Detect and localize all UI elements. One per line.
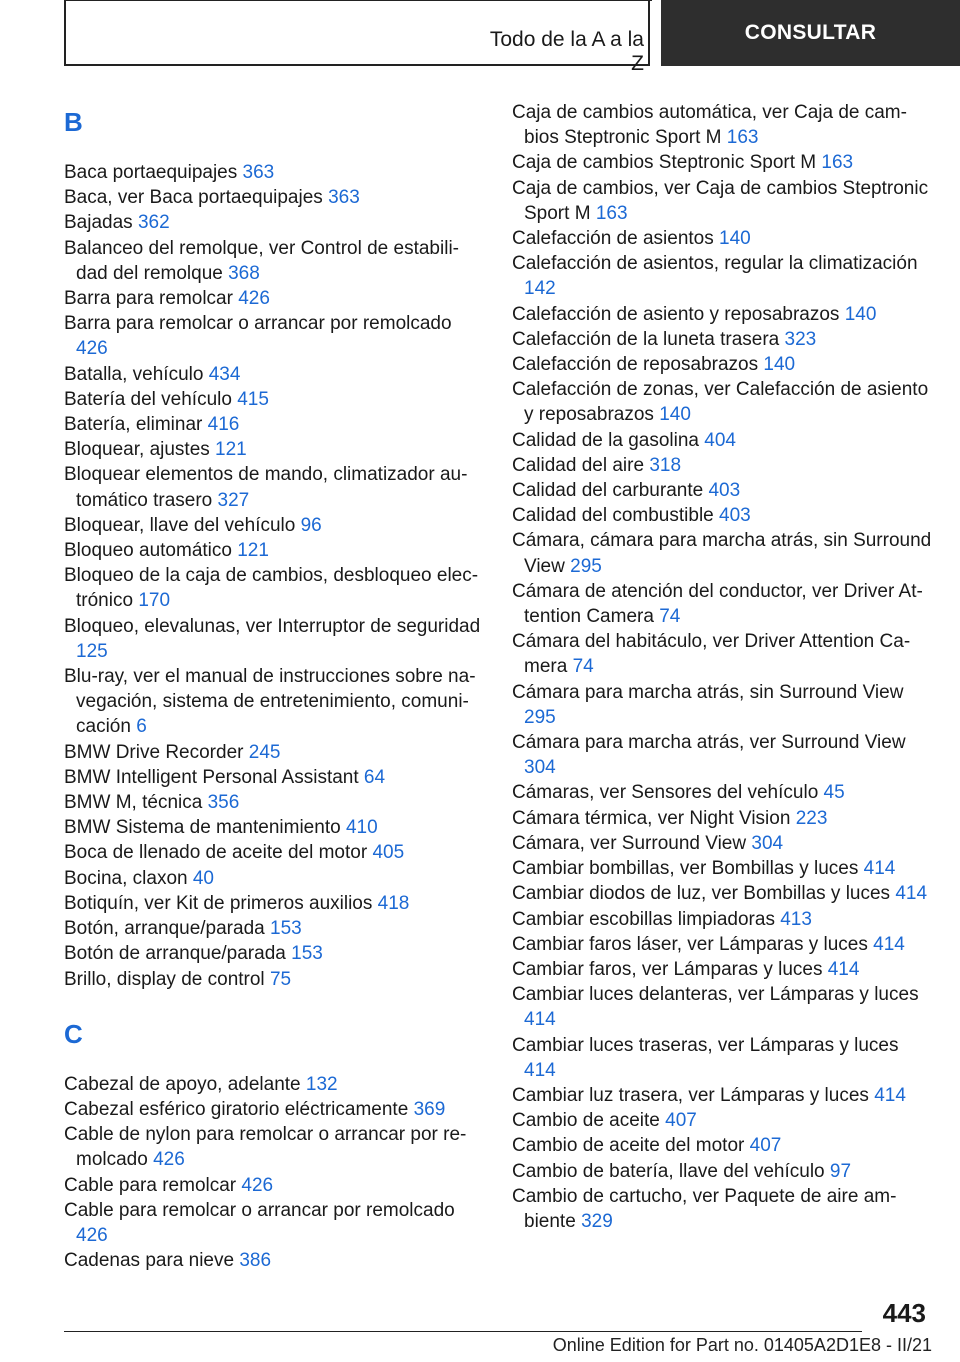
page-link[interactable]: 74 [572, 656, 594, 678]
index-entry [512, 226, 932, 251]
header-top-rule [64, 0, 652, 1]
index-entry-text: Cadenas para nieve [64, 1250, 235, 1272]
index-entry [512, 1159, 932, 1184]
page-link[interactable]: 40 [192, 867, 214, 889]
index-entry-text: Baca portaequipajes [64, 162, 238, 183]
index-entry [64, 614, 484, 664]
index-entry [64, 790, 484, 815]
index-entry [512, 1083, 932, 1108]
index-entry [64, 160, 484, 185]
page-link[interactable]: 323 [784, 328, 817, 350]
index-entry-text: Calefacción de asientos [512, 228, 714, 250]
index-entry [64, 815, 484, 840]
index-entry [64, 1097, 484, 1122]
index-entry-text: Calidad del aire [512, 454, 645, 476]
index-entry-text: Cámara del habitáculo, ver Driver Attention Camera [512, 631, 911, 678]
index-entry-text: Bloquear, llave del vehículo [64, 514, 296, 536]
index-entry-text: Cámara térmica, ver Night Vision [512, 807, 791, 829]
index-entry-text: Calefacción de zonas, ver Calefacción de asiento y reposabrazos [512, 379, 929, 426]
index-entry-text: Cámara para marcha atrás, sin Surround View [512, 681, 904, 703]
page-link[interactable]: 318 [649, 454, 682, 476]
index-entry [64, 513, 484, 538]
page-link[interactable]: 140 [719, 228, 751, 250]
index-entry [64, 866, 484, 891]
index-entry [512, 856, 932, 881]
page-link[interactable]: 125 [76, 640, 108, 662]
tab-todo-a-z[interactable]: Todo de la A a la Z [489, 28, 644, 75]
page-link[interactable]: 386 [239, 1250, 272, 1272]
index-entry-text: Cable de nylon para remolcar o arrancar por remolcado [64, 1124, 467, 1171]
index-entry [64, 941, 484, 966]
page-link[interactable]: 6 [136, 716, 147, 738]
index-entry-text: BMW Sistema de mantenimiento [64, 817, 341, 839]
page-link[interactable]: 153 [270, 918, 302, 940]
index-entry-text: Bloqueo de la caja de cambios, desbloqueo electrónico [64, 565, 479, 612]
index-entry-text: Cámara para marcha atrás, ver Surround View [512, 732, 906, 754]
index-entry-text: Botón, arranque/parada [64, 918, 265, 940]
index-entry-text: Cable para remolcar [64, 1174, 237, 1196]
index-entry [64, 765, 484, 790]
index-entry [512, 579, 932, 629]
index-entry-text: Cambiar luces delanteras, ver Lámparas y luces [512, 984, 919, 1006]
index-entry-text: Bloquear, ajustes [64, 439, 210, 461]
index-entry-text: Cámara, cámara para marcha atrás, sin Surround View [512, 530, 932, 577]
page-link[interactable]: 140 [844, 303, 877, 325]
index-entry-text: Cámara de atención del conductor, ver Driver Attention Camera [512, 580, 923, 628]
index-entry-text: Bajadas [64, 212, 133, 234]
page-link[interactable]: 140 [659, 404, 691, 426]
index-entry [64, 210, 484, 235]
index-entry [512, 377, 932, 427]
page-link[interactable]: 426 [153, 1149, 185, 1171]
page-link[interactable]: 434 [208, 363, 241, 385]
index-entry [64, 916, 484, 941]
index-entry [64, 286, 484, 311]
index-entry [512, 831, 932, 856]
index-entry-text: Batería del vehículo [64, 388, 232, 410]
index-entry [512, 1108, 932, 1133]
index-entry-text: Caja de cambios Steptronic Sport M [512, 152, 817, 174]
page-link[interactable]: 426 [76, 338, 108, 360]
index-column-left [64, 100, 484, 1273]
page-link[interactable]: 369 [413, 1098, 446, 1120]
page-link[interactable]: 407 [665, 1110, 697, 1132]
index-entry [512, 957, 932, 982]
index-entry [64, 1198, 484, 1248]
index-entry [64, 664, 484, 740]
index-entry [512, 251, 932, 301]
page-link[interactable]: 363 [328, 187, 360, 209]
index-entry [512, 453, 932, 478]
index-list-b [64, 160, 484, 992]
page-link[interactable]: 304 [524, 757, 556, 779]
page-link[interactable]: 414 [863, 858, 896, 880]
index-entry [64, 1072, 484, 1097]
index-entry [64, 1122, 484, 1172]
page-link[interactable]: 170 [138, 590, 171, 612]
page-link[interactable]: 414 [874, 1084, 906, 1106]
index-entry [64, 236, 484, 286]
index-entry [512, 327, 932, 352]
index-entry-text: Cámara, ver Surround View [512, 832, 747, 854]
index-entry-text: Cabezal esférico giratorio eléctricamente [64, 1098, 409, 1120]
page-link[interactable]: 414 [873, 933, 905, 955]
page-link[interactable]: 413 [780, 908, 812, 930]
index-entry [512, 150, 932, 175]
index-column-right [512, 100, 932, 1234]
index-entry [64, 387, 484, 412]
index-entry-text: Cambiar bombillas, ver Bombillas y luces [512, 858, 859, 880]
index-entry-text: Baca, ver Baca portaequipajes [64, 187, 323, 209]
page-link[interactable]: 45 [823, 782, 845, 804]
index-entry-text: Cambiar diodos de luz, ver Bombillas y luces [512, 883, 891, 905]
page-link[interactable]: 295 [524, 706, 556, 728]
index-entry [64, 891, 484, 916]
page-link[interactable]: 356 [207, 792, 240, 814]
header-left-rule [64, 0, 66, 66]
page-link[interactable]: 426 [241, 1174, 274, 1196]
page-header [64, 0, 960, 75]
index-entry-text: Caja de cambios automática, ver Caja de cambios Steptronic Sport M [512, 102, 907, 149]
page-link[interactable]: 163 [726, 127, 759, 149]
section-letter-b: B [64, 107, 83, 137]
page-link[interactable]: 403 [719, 505, 751, 527]
index-entry-text: Cambio de cartucho, ver Paquete de aire ambiente [512, 1185, 897, 1232]
index-entry-text: Calefacción de asiento y reposabrazos [512, 303, 840, 325]
page-number: 443 [882, 1298, 926, 1328]
page-link[interactable]: 407 [749, 1135, 782, 1157]
index-entry [64, 362, 484, 387]
footer-rule [64, 1331, 862, 1332]
index-entry-text: Blu-ray, ver el manual de instrucciones sobre navegación, sistema de entretenimiento, comunicación [64, 666, 476, 738]
index-entry-text: Cable para remolcar o arrancar por remolcado [64, 1199, 455, 1221]
page-link[interactable]: 223 [795, 807, 828, 829]
index-entry-text: Cambio de aceite del motor [512, 1135, 745, 1157]
page-link[interactable]: 416 [207, 414, 240, 436]
index-entry [64, 185, 484, 210]
index-entry [64, 1248, 484, 1273]
index-entry [512, 428, 932, 453]
index-entry [512, 680, 932, 730]
page-link[interactable]: 163 [821, 152, 854, 174]
page-link[interactable]: 153 [291, 943, 323, 965]
index-entry [512, 780, 932, 805]
page-link[interactable]: 426 [238, 288, 270, 310]
index-list-c [64, 1072, 484, 1274]
footer-edition-text: Online Edition for Part no. 01405A2D1E8 - II/21 [552, 1335, 932, 1355]
page-link[interactable]: 415 [237, 388, 269, 410]
header-divider [648, 0, 650, 66]
page-link[interactable]: 64 [363, 766, 386, 788]
index-entry [64, 437, 484, 462]
index-entry [64, 538, 484, 563]
index-entry-text: Cambiar escobillas limpiadoras [512, 908, 775, 930]
page-link[interactable]: 121 [215, 439, 247, 461]
page-link[interactable]: 363 [242, 162, 275, 183]
page-link[interactable]: 368 [228, 262, 260, 284]
index-entry [512, 932, 932, 957]
index-entry-text: Cabezal de apoyo, adelante [64, 1073, 301, 1095]
page-link[interactable]: 96 [300, 514, 322, 536]
page-link[interactable]: 142 [524, 278, 556, 300]
index-entry-text: Cambio de batería, llave del vehículo [512, 1160, 825, 1182]
index-entry-text: Calefacción de reposabrazos [512, 354, 759, 376]
page-link[interactable]: 426 [76, 1224, 108, 1246]
page-link[interactable]: 74 [659, 606, 681, 628]
index-list-c-continued [512, 100, 932, 1234]
index-entry [512, 907, 932, 932]
page-link[interactable]: 405 [372, 842, 405, 864]
index-entry-text: BMW M, técnica [64, 792, 203, 814]
index-entry [512, 730, 932, 780]
page-link[interactable]: 414 [827, 958, 860, 980]
index-entry-text: Cambiar faros láser, ver Lámparas y luces [512, 933, 868, 955]
page-link[interactable]: 75 [269, 968, 292, 990]
index-entry-text: Calefacción de la luneta trasera [512, 328, 780, 350]
index-entry [64, 840, 484, 865]
index-entry [64, 311, 484, 361]
index-entry-text: Boca de llenado de aceite del motor [64, 842, 368, 864]
index-entry-text: Brillo, display de control [64, 968, 265, 990]
page-link[interactable]: 418 [377, 892, 410, 914]
index-entry-text: Cambio de aceite [512, 1110, 660, 1132]
section-letter-c: C [64, 1018, 83, 1049]
index-entry-text: Bloqueo, elevalunas, ver Interruptor de seguridad [64, 615, 481, 637]
page-link[interactable]: 132 [305, 1073, 338, 1095]
index-entry [512, 176, 932, 226]
index-entry [512, 528, 932, 578]
index-entry [64, 563, 484, 613]
index-entry-text: Bloquear elementos de mando, climatizador automático trasero [64, 464, 468, 511]
index-entry-text: Botón de arranque/parada [64, 943, 286, 965]
index-entry [512, 982, 932, 1032]
index-entry-text: Calidad del combustible [512, 505, 714, 527]
page-link[interactable]: 140 [763, 354, 796, 376]
index-entry [512, 1184, 932, 1234]
index-entry-text: Calidad de la gasolina [512, 429, 699, 451]
index-entry-text: Bloqueo automático [64, 540, 232, 562]
index-entry-text: Caja de cambios, ver Caja de cambios Steptronic Sport M [512, 177, 929, 224]
index-entry [64, 1173, 484, 1198]
index-entry [512, 629, 932, 679]
index-entry [64, 967, 484, 992]
index-entry-text: Cambiar faros, ver Lámparas y luces [512, 958, 823, 980]
page-link[interactable]: 97 [829, 1160, 852, 1182]
index-entry [64, 462, 484, 512]
index-entry-text: Cambiar luces traseras, ver Lámparas y luces [512, 1034, 899, 1056]
index-entry-text: Calefacción de asientos, regular la climatización [512, 253, 918, 275]
page-link[interactable]: 362 [137, 212, 170, 234]
page-link[interactable]: 304 [751, 832, 784, 854]
page-link[interactable]: 245 [248, 741, 281, 763]
index-entry-text: Batería, eliminar [64, 414, 203, 436]
tab-consultar[interactable]: CONSULTAR [661, 0, 960, 66]
index-entry [512, 1033, 932, 1083]
index-entry-text: BMW Drive Recorder [64, 741, 244, 763]
index-entry-text: Cámaras, ver Sensores del vehículo [512, 782, 819, 804]
page-link[interactable]: 163 [595, 202, 628, 224]
index-entry-text: Barra para remolcar [64, 288, 233, 310]
index-entry [512, 478, 932, 503]
index-entry-text: Bocina, claxon [64, 867, 188, 889]
page-link[interactable]: 414 [895, 883, 928, 905]
page-link[interactable]: 410 [345, 817, 378, 839]
index-entry-text: Calidad del carburante [512, 480, 704, 502]
index-entry [512, 352, 932, 377]
page-link[interactable]: 414 [524, 1059, 556, 1081]
index-entry [512, 100, 932, 150]
page-link[interactable]: 121 [237, 540, 269, 562]
page-link[interactable]: 403 [708, 480, 741, 502]
page-link[interactable]: 414 [524, 1009, 556, 1031]
index-entry [512, 302, 932, 327]
index-entry-text: Botiquín, ver Kit de primeros auxilios [64, 892, 373, 914]
index-entry-text: Barra para remolcar o arrancar por remolcado [64, 313, 452, 335]
index-entry [512, 806, 932, 831]
page-link[interactable]: 327 [217, 489, 250, 511]
index-entry [64, 740, 484, 765]
index-entry [512, 503, 932, 528]
page-link[interactable]: 295 [570, 555, 602, 577]
index-entry [512, 881, 932, 906]
index-entry [64, 412, 484, 437]
index-entry-text: Batalla, vehículo [64, 363, 204, 385]
page-link[interactable]: 329 [581, 1210, 613, 1232]
index-entry [512, 1133, 932, 1158]
page-link[interactable]: 404 [704, 429, 736, 451]
index-entry-text: BMW Intelligent Personal Assistant [64, 766, 359, 788]
index-entry-text: Cambiar luz trasera, ver Lámparas y luces [512, 1084, 869, 1106]
index-entry-text: Balanceo del remolque, ver Control de estabilidad del remolque [64, 237, 459, 284]
